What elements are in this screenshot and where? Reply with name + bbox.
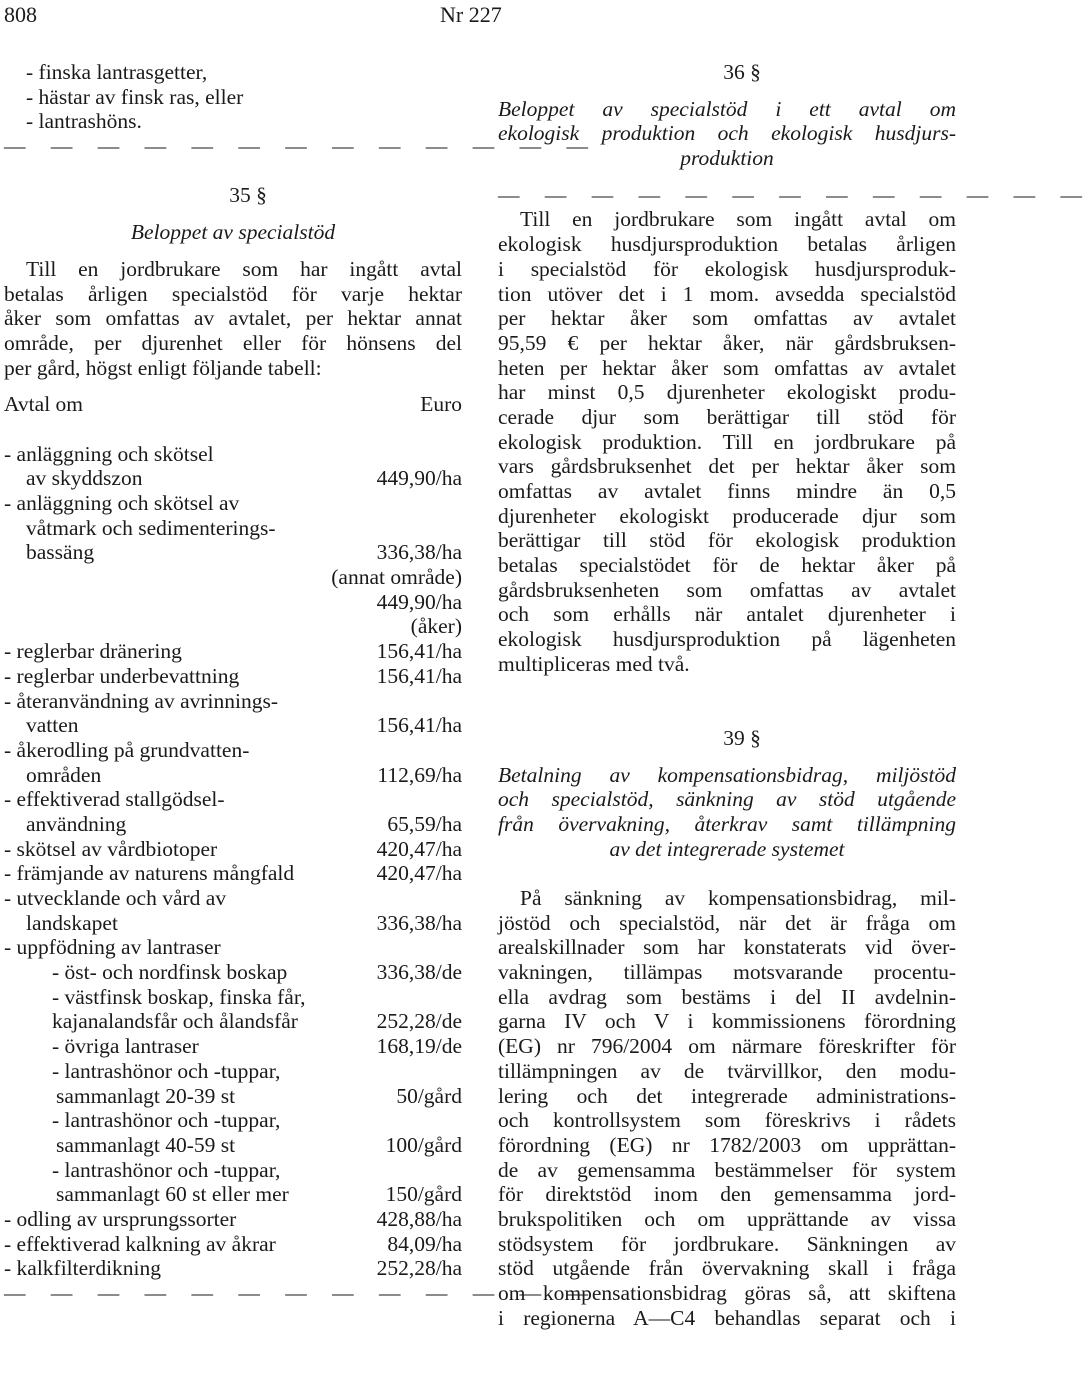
paragraph-line: gårdsbruksenheten som omfattas av avtalet [498,577,956,602]
paragraph-line: vakningen, tillämpas motsvarande procentu- [498,960,956,985]
row-value: 100/gård [385,1132,462,1157]
row-label: - lantrashönor och -tuppar, [52,1157,281,1182]
table-row [4,1133,462,1158]
row-label: - lantrashönor och -tuppar, [52,1108,281,1133]
row-label: - effektiverad kalkning av åkrar [4,1231,276,1256]
row-value: 168,19/de [376,1034,462,1059]
row-label: områden [26,762,102,787]
paragraph-line: På sänkning av kompensationsbidrag, mil- [520,886,956,910]
table-row [4,689,462,714]
section-36-title-line: produktion [680,146,774,171]
section-39-title-line: av det integrerade systemet [609,836,845,861]
section-36-number: 36 § [723,60,761,84]
row-label: - reglerbar underbevattning [4,663,240,688]
paragraph-line: åker som omfattas av avtalet, per hektar annat [4,306,462,331]
row-label: - anläggning och skötsel [4,441,214,466]
intro-line: - lantrashöns. [26,109,142,134]
row-label: vatten [26,713,79,738]
row-label: - reglerbar dränering [4,639,182,664]
row-label: - västfinsk boskap, finska får, [52,984,306,1009]
paragraph-line: ella avdrag som bestäms i del II avdelnin- [498,984,956,1009]
paragraph-line: arealskillnader som har konstaterats vid över- [498,935,956,960]
paragraph-line: per hektar åker som omfattas av avtalet [498,306,956,331]
row-label: landskapet [26,910,118,935]
table-row [4,1108,462,1133]
row-value: 336,38/ha [376,910,462,935]
section-39-title-line: Betalning av kompensationsbidrag, miljöstöd [498,762,956,787]
paragraph-line: jöstöd och specialstöd, när det är fråga om [498,910,956,935]
row-label: våtmark och sedimenterings- [26,515,276,540]
row-value: 50/gård [396,1083,462,1108]
table-row [4,960,462,985]
paragraph-line: multipliceras med två. [498,651,690,676]
table-row [4,1009,462,1034]
row-label: - uppfödning av lantraser [4,935,221,960]
intro-line: - finska lantrasgetter, [26,60,208,84]
paragraph-line: och som erhålls när antalet djurenheter i [498,602,956,627]
row-label: användning [26,811,127,836]
paragraph-line: för direktstöd inom den gemensamma jord- [498,1182,956,1207]
right-column [498,60,1092,1330]
paragraph-line: tion utöver det i 1 mom. avsedda specialstöd [498,281,956,306]
row-label: sammanlagt 40-59 st [56,1132,236,1157]
section-39-title-line: från övervakning, återkrav samt tillämpning [498,811,956,836]
row-label: - övriga lantraser [52,1034,199,1059]
separator: — — — — — — — — — — — — — [498,182,1092,207]
paragraph-line: cerade djur som berättigar till stöd för [498,404,956,429]
row-label: sammanlagt 60 st eller mer [56,1182,289,1207]
row-value: 336,38/ha [376,540,462,565]
paragraph-line: stöd utgående från övervakning skall i fråga [498,1256,956,1281]
table-row [4,1232,462,1257]
row-value: 252,28/ha [376,1256,462,1281]
table-row [4,787,462,812]
row-label: - främjande av naturens mångfald [4,861,295,886]
paragraph-line: garna IV och V i kommissionens förordning [498,1009,956,1034]
row-label: bassäng [26,540,95,565]
row-label: - skötsel av vårdbiotoper [4,836,218,861]
paragraph-line: i regionerna A—C4 behandlas separat och i [498,1305,956,1330]
row-value-continued: 449,90/ha [376,589,462,614]
table-row [4,516,462,541]
section-39-title-line: och specialstöd, sänkning av stöd utgående [498,787,956,812]
paragraph-line: heten per hektar åker som omfattas av avtalet [498,355,956,380]
table-row [4,763,462,788]
row-value: 150/gård [385,1182,462,1207]
paragraph-line: ekologisk husdjursproduktion på lägenheten [498,627,956,652]
section-36-title-line: ekologisk produktion och ekologisk husdjurs- [498,121,956,146]
row-label: - återanvändning av avrinnings- [4,688,279,713]
paragraph-line: om kompensationsbidrag göras så, att skiftena [498,1281,956,1305]
row-value: 449,90/ha [376,466,462,491]
table-row [4,837,462,862]
section-35-number: 35 § [229,183,267,208]
paragraph-line: de av gemensamma bestämmelser för system [498,1157,956,1182]
table-header-left: Avtal om [4,392,84,417]
row-label: - effektiverad stallgödsel- [4,787,225,812]
row-label: - lantrashönor och -tuppar, [52,1058,281,1083]
row-value: 420,47/ha [376,836,462,861]
table-row [4,713,462,738]
paragraph-line: lering och det integrerade administrations- [498,1083,956,1108]
row-label: sammanlagt 20-39 st [56,1083,236,1108]
table-row [4,911,462,936]
section-35-title: Beloppet av specialstöd [130,220,336,245]
row-value: 156,41/ha [376,663,462,688]
table-row [4,1084,462,1109]
table-row [4,491,462,516]
row-value: 156,41/ha [376,713,462,738]
row-label: - anläggning och skötsel av [4,491,240,515]
paragraph-line: brukspolitiken och om upprättande av vissa [498,1206,956,1231]
paragraph-line: betalas specialstödet för de hektar åker på [498,553,956,578]
row-label: - öst- och nordfinsk boskap [52,960,288,985]
paragraph-line: har minst 0,5 djurenheter ekologiskt produ- [498,380,956,405]
row-value: 420,47/ha [376,861,462,886]
section-36-title-line: Beloppet av specialstöd i ett avtal om [498,96,956,121]
table-header [4,392,462,417]
table-header-right: Euro [420,392,462,417]
page-number: 808 [4,2,37,27]
paragraph-line: område, per djurenhet eller för hönsens del [4,330,462,355]
row-label: - utvecklande och vård av [4,886,227,910]
separator-bottom: — — — — — — — — — — — — — [4,1281,598,1305]
paragraph-line: vars gårdsbruksenhet det per hektar åker som [498,454,956,479]
table-row [4,1034,462,1059]
paragraph-line: stödsystem för jordbrukare. Sänkningen av [498,1231,956,1256]
table-row [4,886,462,911]
row-label: - odling av ursprungssorter [4,1206,237,1231]
paragraph-line: Till en jordbrukare som ingått avtal om [520,207,956,232]
paragraph-line: och kontrollsystem som föreskrivs i rådets [498,1108,956,1133]
paragraph-line: tillämpningen av de tvärvillkor, den modu- [498,1058,956,1083]
paragraph-line: betalas årligen specialstöd för varje hektar [4,281,462,306]
table-row [4,985,462,1010]
table-row [4,1182,462,1207]
paragraph-line: förordning (EG) nr 1782/2003 om upprättan- [498,1132,956,1157]
row-value: 65,59/ha [387,811,462,836]
table-row [4,935,462,960]
paragraph-line: Till en jordbrukare som har ingått avtal [26,256,462,281]
table-row [4,1059,462,1084]
section-39-number: 39 § [723,725,761,750]
issue-number: Nr 227 [440,2,502,27]
row-label: kajanalandsfår och ålandsfår [52,1009,298,1034]
row-label: av skyddszon [26,466,143,491]
table-row [4,1256,462,1281]
table-row [4,664,462,689]
table-row [4,861,462,886]
row-label: - kalkfilterdikning [4,1256,162,1281]
paragraph-line: omfattas av avtalet finns mindre än 0,5 [498,479,956,503]
table-row [4,540,462,565]
table-row [4,639,462,664]
table-row [4,466,462,491]
paragraph-line: ekologisk husdjursproduktion betalas årligen [498,232,956,257]
table-row [4,442,462,467]
paragraph-line: per gård, högst enligt följande tabell: [4,355,322,380]
row-value: 112,69/ha [377,762,462,787]
table-row [4,1158,462,1183]
separator: — — — — — — — — — — — — — [4,134,598,159]
paragraph-line: i specialstöd för ekologisk husdjursproduk- [498,256,956,281]
row-value: 156,41/ha [376,639,462,664]
row-label: - åkerodling på grundvatten- [4,737,250,762]
paragraph-line: (EG) nr 796/2004 om närmare föreskrifter för [498,1034,956,1059]
table-row [4,738,462,763]
row-value: 252,28/de [376,1009,462,1034]
intro-line: - hästar av finsk ras, eller [26,84,244,109]
row-value-continued: (annat område) [331,565,462,590]
row-value-continued: (åker) [410,614,462,639]
paragraph-line: berättigar till stöd för ekologisk produktion [498,528,956,553]
row-value: 84,09/ha [387,1231,462,1256]
row-value: 336,38/de [376,960,462,985]
paragraph-line: djurenheter ekologiskt producerade djur som [498,503,956,528]
table-row [4,812,462,837]
paragraph-line: ekologisk produktion. Till en jordbrukare på [498,429,956,454]
paragraph-line: 95,59 € per hektar åker, när gårdsbruksen- [498,330,956,355]
table-row [4,1207,462,1232]
row-value: 428,88/ha [376,1206,462,1231]
